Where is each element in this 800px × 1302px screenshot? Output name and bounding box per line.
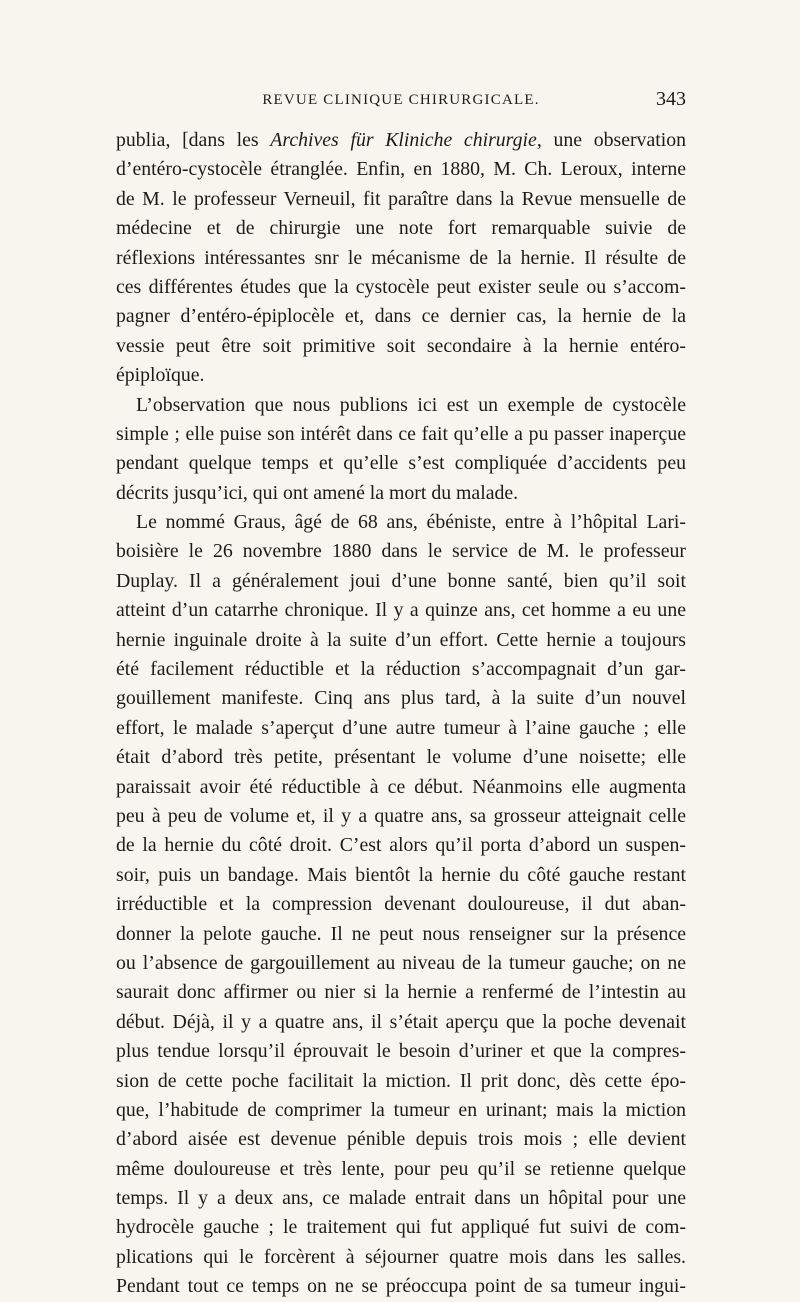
text-segment: pagner d’entéro-épiplocèle et, dans ce dernier cas, la hernie de la [116, 305, 686, 328]
text-line [116, 773, 686, 802]
text-segment: peu à peu de volume et, il y a quatre ans, sa grosseur atteignait celle [116, 804, 686, 827]
page-header [116, 88, 686, 126]
text-line [116, 978, 686, 1007]
book-page [116, 88, 687, 1302]
text-segment: plus tendue lorsqu’il éprouvait le besoin d’uriner et que la compres- [116, 1040, 686, 1063]
text-line [116, 1272, 686, 1301]
text-line [116, 920, 686, 949]
text-line [116, 567, 686, 596]
text-segment: Le nommé Graus, âgé de 68 ans, ébéniste, entre à l’hôpital Lari- [136, 511, 686, 534]
text-line [116, 479, 686, 508]
text-line [116, 861, 686, 890]
text-line [116, 626, 686, 655]
text-segment: irréductible et la compression devenant douloureuse, il dut aban- [116, 893, 686, 916]
text-segment: L’observation que nous publions ici est un exemple de cystocèle [136, 393, 686, 416]
text-segment: était d’abord très petite, présentant le volume d’une noisette; elle [116, 746, 686, 769]
text-segment: Duplay. Il a généralement joui d’une bonne santé, bien qu’il soit [116, 569, 686, 592]
text-segment: été facilement réductible et la réduction s’accompagnait d’un gar- [116, 658, 686, 681]
text-segment: gouillement manifeste. Cinq ans plus tard, à la suite d’un nouvel [116, 687, 686, 710]
text-line [116, 655, 686, 684]
text-line [116, 890, 686, 919]
text-line [116, 185, 686, 214]
text-segment: médecine et de chirurgie une note fort remarquable suivie de [116, 217, 686, 240]
text-line [116, 332, 686, 361]
text-line [116, 244, 686, 273]
text-line [116, 126, 686, 155]
text-line [116, 449, 686, 478]
text-segment: atteint d’un catarrhe chronique. Il y a quinze ans, cet homme a eu une [116, 599, 686, 622]
text-line [116, 302, 686, 331]
text-line [116, 949, 686, 978]
text-segment: saurait donc affirmer ou nier si la hernie a renfermé de l’intestin au [116, 981, 686, 1004]
text-segment: hernie inguinale droite à la suite d’un effort. Cette hernie a toujours [116, 628, 686, 651]
text-segment: de la hernie du côté droit. C’est alors qu’il porta d’abord un suspen- [116, 834, 686, 857]
text-segment: effort, le malade s’aperçut d’une autre tumeur à l’aine gauche ; elle [116, 716, 686, 739]
text-line [116, 155, 686, 184]
running-title: REVUE CLINIQUE CHIRURGICALE. [262, 92, 540, 108]
text-segment: donner la pelote gauche. Il ne peut nous renseigner sur la présence [116, 922, 686, 945]
text-line [116, 802, 686, 831]
text-line [116, 1155, 686, 1184]
text-segment: simple ; elle puise son intérêt dans ce fait qu’elle a pu passer inaperçue [116, 422, 686, 445]
text-line [116, 684, 686, 713]
text-segment: que, l’habitude de comprimer la tumeur en urinant; mais la miction [116, 1098, 686, 1121]
text-segment: d’entéro-cystocèle étranglée. Enfin, en 1880, M. Ch. Leroux, interne [116, 158, 686, 181]
text-line [116, 361, 686, 390]
text-segment: décrits jusqu’ici, qui ont amené la mort du malade. [116, 481, 519, 504]
text-segment: ou l’absence de gargouillement au niveau de la tumeur gauche; on ne [116, 951, 686, 974]
text-line [116, 273, 686, 302]
text-segment: Pendant tout ce temps on ne se préoccupa point de sa tumeur ingui- [116, 1275, 686, 1298]
text-segment: vessie peut être soit primitive soit secondaire à la hernie entéro- [116, 334, 686, 357]
text-line [116, 596, 686, 625]
page-number: 343 [656, 88, 686, 110]
text-line [116, 1037, 686, 1066]
text-line [116, 831, 686, 860]
text-segment: sion de cette poche facilitait la miction. Il prit donc, dès cette épo- [116, 1069, 686, 1092]
text-line [116, 214, 686, 243]
text-line [116, 1067, 686, 1096]
text-segment: paraissait avoir été réductible à ce début. Néanmoins elle augmenta [116, 775, 686, 798]
text-line [116, 1243, 686, 1272]
text-line [116, 1096, 686, 1125]
body-text [116, 126, 686, 1302]
text-line [116, 508, 686, 537]
text-segment: épiploïque. [116, 364, 205, 387]
text-segment: réflexions intéressantes snr le mécanisme de la hernie. Il résulte de [116, 246, 686, 269]
text-segment: de M. le professeur Verneuil, fit paraître dans la Revue mensuelle de [116, 187, 686, 210]
text-line [116, 1008, 686, 1037]
text-segment: , une observation [536, 129, 687, 151]
text-segment: plications qui le forcèrent à séjourner quatre mois dans les salles. [116, 1245, 686, 1268]
text-segment: publia, [dans les [116, 129, 271, 151]
text-segment: ces différentes études que la cystocèle peut exister seule ou s’accom- [116, 275, 686, 298]
text-line [116, 1213, 686, 1242]
text-line [116, 714, 686, 743]
text-line [116, 391, 686, 420]
text-segment: boisière le 26 novembre 1880 dans le service de M. le professeur [116, 540, 686, 563]
text-segment: d’abord aisée est devenue pénible depuis trois mois ; elle devient [116, 1128, 686, 1151]
text-segment: même douloureuse et très lente, pour peu qu’il se retienne quelque [116, 1157, 686, 1180]
text-segment: soir, puis un bandage. Mais bientôt la hernie du côté gauche restant [116, 863, 686, 886]
text-line [116, 537, 686, 566]
text-line [116, 1184, 686, 1213]
italic-text: Archives für Kliniche chirurgie [270, 129, 537, 151]
text-line [116, 420, 686, 449]
text-segment: pendant quelque temps et qu’elle s’est compliquée d’accidents peu [116, 452, 686, 475]
text-segment: hydrocèle gauche ; le traitement qui fut appliqué fut suivi de com- [116, 1216, 686, 1239]
text-segment: temps. Il y a deux ans, ce malade entrait dans un hôpital pour une [116, 1187, 686, 1210]
text-line [116, 1125, 686, 1154]
text-line [116, 743, 686, 772]
text-segment: début. Déjà, il y a quatre ans, il s’était aperçu que la poche devenait [116, 1010, 686, 1033]
